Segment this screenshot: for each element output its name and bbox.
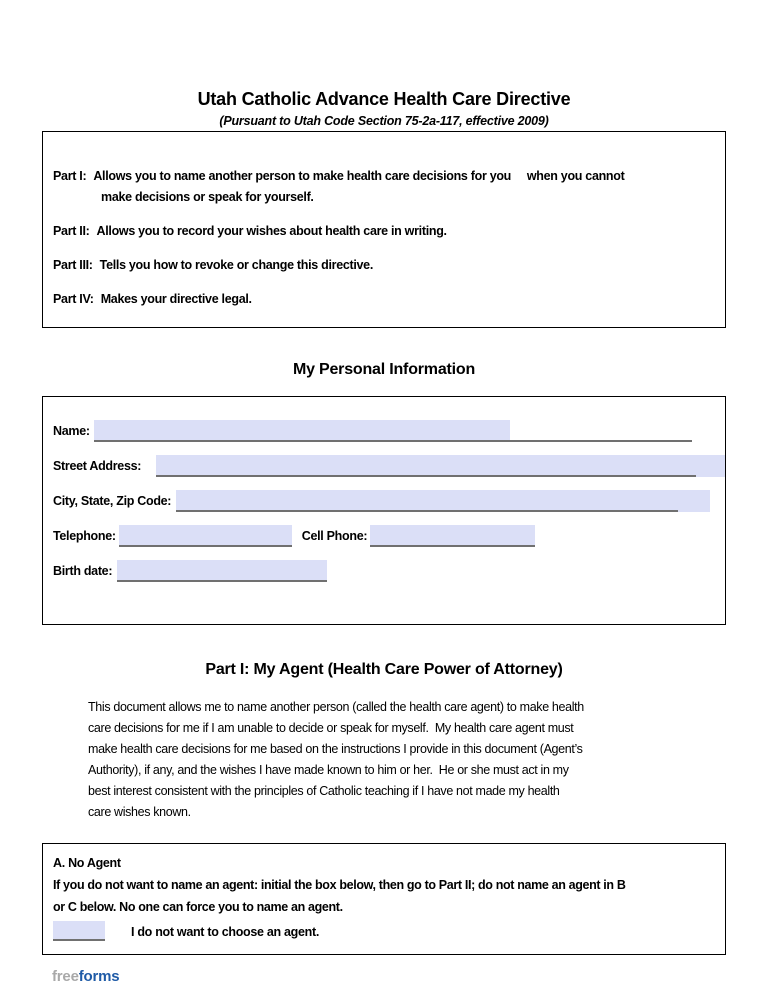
city-state-zip-label: City, State, Zip Code: [53, 494, 172, 508]
street-address-label: Street Address: [53, 459, 142, 473]
no-agent-initial-label: I do not want to choose an agent. [131, 925, 320, 939]
part-text: Tells you how to revoke or change this directive. [99, 258, 374, 272]
paragraph-line: Authority), if any, and the wishes I have made known to him or her. He or she must act in my [88, 763, 569, 777]
overview-part-3 [53, 255, 715, 276]
part-label: Part I: [53, 169, 87, 183]
city-state-zip-input[interactable] [176, 490, 710, 512]
brand-forms: forms [78, 968, 120, 985]
brand-free: free [52, 968, 79, 985]
city-state-zip-row [53, 490, 725, 512]
name-label: Name: [53, 424, 90, 438]
cell-phone-input[interactable] [370, 525, 535, 547]
telephone-input[interactable] [119, 525, 292, 547]
part1-paragraph [88, 697, 768, 823]
no-agent-box [42, 843, 726, 955]
part1-heading: Part I: My Agent (Health Care Power of Attorney) [205, 661, 563, 678]
overview-part-1-line-2: make decisions or speak for yourself. [101, 190, 314, 204]
part-text: Allows you to name another person to make health care decisions for you when you cannot [93, 169, 625, 183]
overview-part-2 [53, 221, 715, 242]
page-title: Utah Catholic Advance Health Care Directive [197, 89, 571, 109]
street-row [53, 455, 725, 477]
part-text: Makes your directive legal. [100, 292, 252, 306]
personal-info-box [42, 396, 726, 625]
page-subtitle: (Pursuant to Utah Code Section 75-2a-117, effective 2009) [219, 114, 549, 128]
phones-row [53, 525, 725, 547]
overview-box [42, 131, 726, 328]
cell-phone-label: Cell Phone: [301, 529, 368, 543]
no-agent-line-2: or C below. No one can force you to name an agent. [53, 900, 343, 914]
paragraph-line: best interest consistent with the principles of Catholic teaching if I have not made my health [88, 784, 560, 798]
street-address-input[interactable] [156, 455, 725, 477]
name-row [53, 418, 725, 442]
paragraph-line: This document allows me to name another person (called the health care agent) to make health [88, 700, 584, 714]
no-agent-heading: A. No Agent [53, 856, 121, 870]
overview-part-1 [53, 166, 715, 208]
no-agent-line-1: If you do not want to name an agent: initial the box below, then go to Part II; do not name an agent in B [53, 878, 626, 892]
part-label: Part IV: [53, 292, 94, 306]
overview-part-1-line-1 [53, 166, 715, 187]
birth-date-row [53, 560, 725, 582]
birth-date-input[interactable] [117, 560, 327, 582]
footer-brand [52, 968, 768, 985]
paragraph-line: care decisions for me if I am unable to decide or speak for myself. My health care agent must [88, 721, 574, 735]
paragraph-line: make health care decisions for me based on the instructions I provide in this document (Agent’s [88, 742, 583, 756]
part-label: Part II: [53, 224, 90, 238]
personal-info-heading: My Personal Information [292, 361, 476, 378]
name-input[interactable] [94, 420, 510, 442]
birth-date-label: Birth date: [53, 564, 113, 578]
part-label: Part III: [53, 258, 93, 272]
paragraph-line: care wishes known. [88, 805, 191, 819]
overview-part-4 [53, 289, 715, 310]
part-text: Allows you to record your wishes about health care in writing. [96, 224, 447, 238]
initial-input[interactable] [53, 921, 105, 941]
telephone-label: Telephone: [53, 529, 116, 543]
name-underline-extension [510, 418, 692, 442]
no-agent-initial-row [53, 921, 715, 941]
